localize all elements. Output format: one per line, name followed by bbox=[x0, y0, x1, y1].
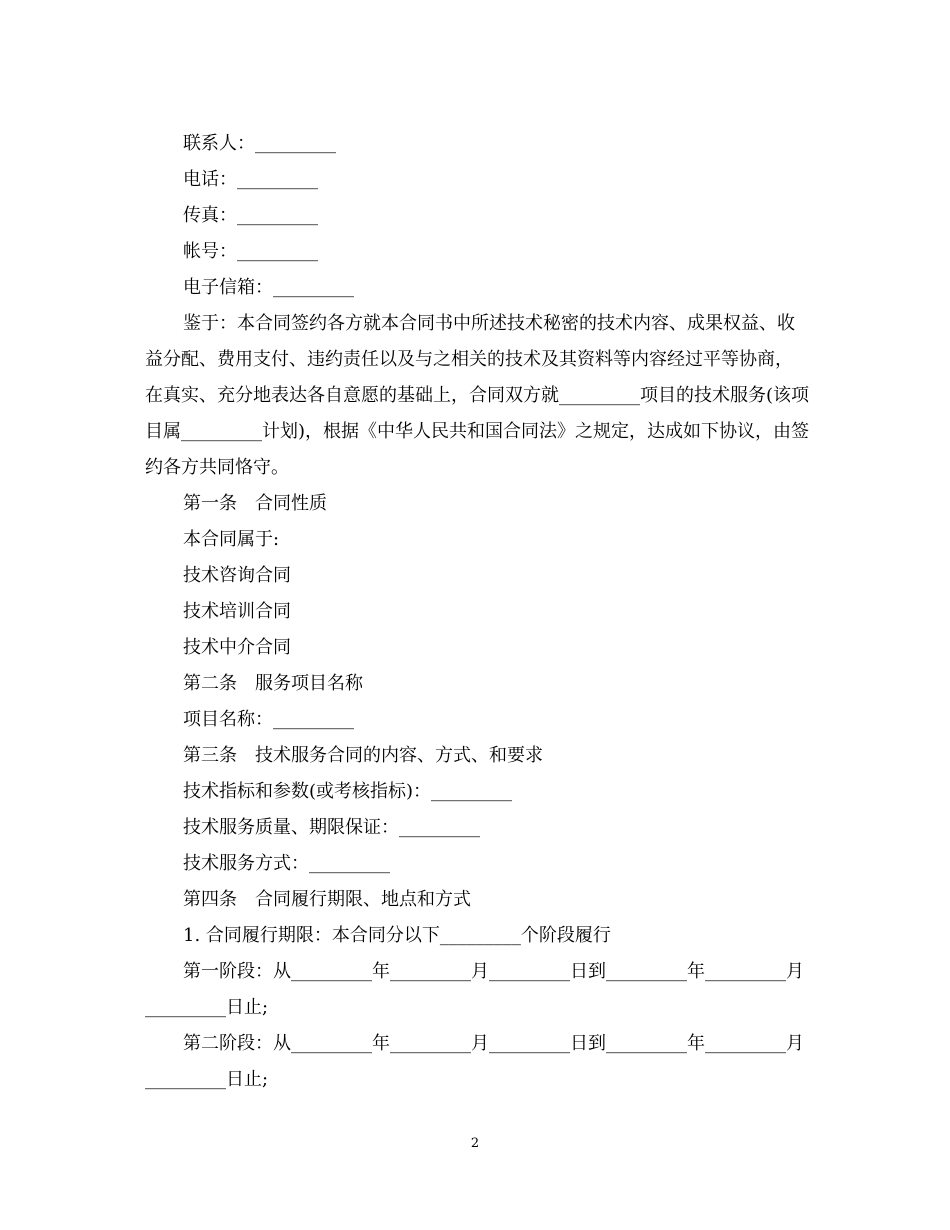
article-1-heading: 第一条 合同性质 bbox=[183, 493, 327, 514]
page-number: 2 bbox=[470, 1136, 480, 1151]
contact-person-line: 联系人：_________ bbox=[183, 133, 336, 154]
fax-line: 传真：_________ bbox=[183, 205, 318, 226]
project-name-line: 项目名称：_________ bbox=[183, 709, 354, 730]
contract-type-training: 技术培训合同 bbox=[183, 601, 291, 622]
quality-guarantee-line: 技术服务质量、期限保证：_________ bbox=[183, 817, 480, 838]
technical-indicators-line: 技术指标和参数(或考核指标)：_________ bbox=[183, 781, 513, 802]
preamble-paragraph: 鉴于：本合同签约各方就本合同书中所述技术秘密的技术内容、成果权益、收益分配、费用支付、违约责任以及与之相关的技术及其资料等内容经过平等协商，在真实、充分地表达各自意愿的基础上，合同双方就_________项目的技术服务(该项目属_________计划)，根据《中华人民共和国合同法》之规定，达成如下协议，由签约各方共同恪守。 bbox=[145, 313, 810, 478]
stage-2-line: 第二阶段：从_________年_________月_________日到_________年_________月_________日止; bbox=[145, 1033, 804, 1090]
account-line: 帐号：_________ bbox=[183, 241, 318, 262]
phone-line: 电话：_________ bbox=[183, 169, 318, 190]
contract-type-consulting: 技术咨询合同 bbox=[183, 565, 291, 586]
article-3-heading: 第三条 技术服务合同的内容、方式、和要求 bbox=[183, 745, 543, 766]
performance-period-line: 1. 合同履行期限：本合同分以下_________个阶段履行 bbox=[183, 925, 611, 946]
contract-type-intermediary: 技术中介合同 bbox=[183, 637, 291, 658]
document-body bbox=[145, 126, 810, 1098]
article-2-heading: 第二条 服务项目名称 bbox=[183, 673, 363, 694]
stage-1-line: 第一阶段：从_________年_________月_________日到_________年_________月_________日止; bbox=[145, 961, 804, 1018]
service-method-line: 技术服务方式：_________ bbox=[183, 853, 390, 874]
contract-type-intro: 本合同属于: bbox=[183, 529, 280, 550]
article-4-heading: 第四条 合同履行期限、地点和方式 bbox=[183, 889, 471, 910]
email-line: 电子信箱：_________ bbox=[183, 277, 354, 298]
